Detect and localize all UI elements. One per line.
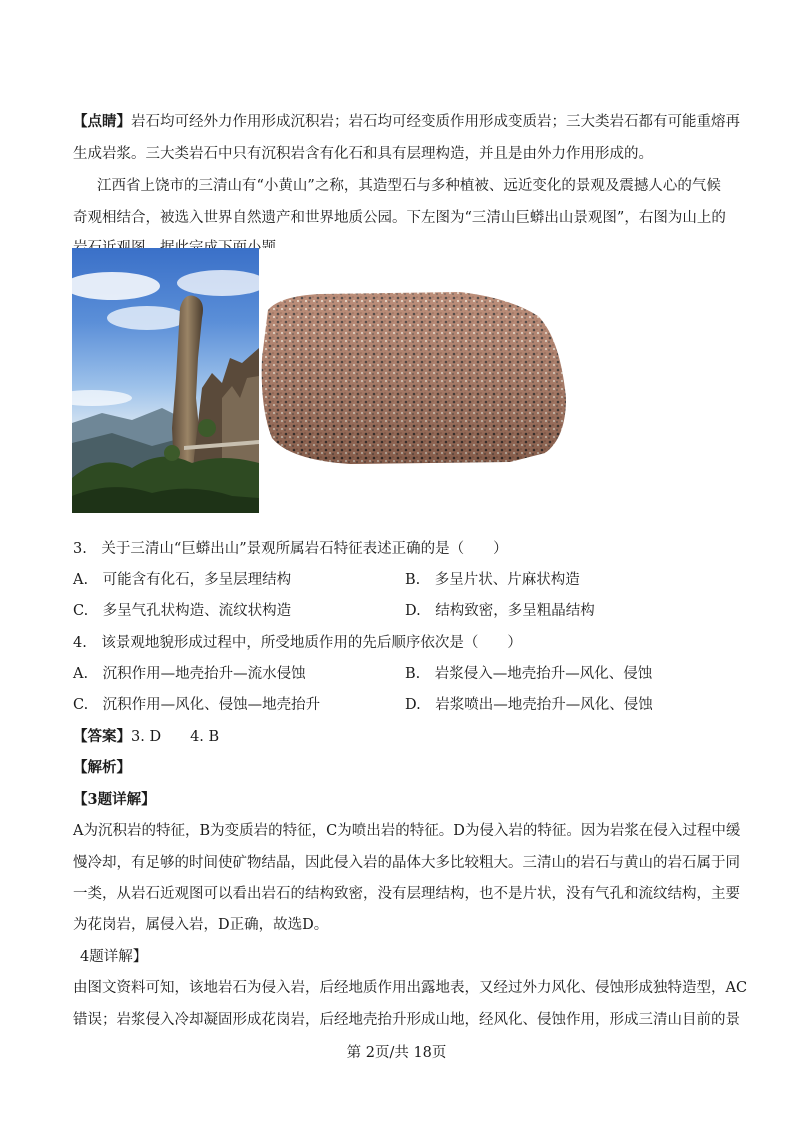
question-3-detail-line-3: 一类，从岩石近观图可以看出岩石的结构致密，没有层理结构，也不是片状，没有气孔和流纹结构，主要 <box>73 886 740 902</box>
tip-label: 【点睛】 <box>73 113 131 130</box>
question-3-detail-label: 【3题详解】 <box>73 791 156 808</box>
landscape-illustration <box>72 248 259 513</box>
question-4-option-a: A. 沉积作用—地壳抬升—流水侵蚀 <box>73 666 306 682</box>
page-number: 第 2页/共 18页 <box>346 1045 447 1061</box>
question-4-stem: 4. 该景观地貌形成过程中，所受地质作用的先后顺序依次是（ ） <box>73 635 522 651</box>
tip-text-2: 生成岩浆。三大类岩石中只有沉积岩含有化石和具有层理构造，并且是由外力作用形成的。 <box>73 146 653 162</box>
tip-text: 岩石均可经外力作用形成沉积岩；岩石均可经变质作用形成变质岩；三大类岩石都有可能重熔再 <box>131 114 740 130</box>
question-3-option-d: D. 结构致密，多呈粗晶结构 <box>405 603 595 619</box>
question-4-detail-label: 4题详解】 <box>80 949 148 965</box>
question-3-option-c: C. 多呈气孔状构造、流纹状构造 <box>73 603 292 619</box>
question-3-option-a: A. 可能含有化石，多呈层理结构 <box>73 572 292 588</box>
question-4-option-b: B. 岩浆侵入—地壳抬升—风化、侵蚀 <box>405 666 653 682</box>
question-4-detail-line-2: 错误；岩浆侵入冷却凝固形成花岗岩，后经地壳抬升形成山地，经风化、侵蚀作用，形成三清山目前的景 <box>73 1012 740 1028</box>
answer-label: 【答案】 <box>73 728 131 745</box>
question-3-option-b: B. 多呈片状、片麻状构造 <box>405 572 580 588</box>
question-3-detail-line-1: A为沉积岩的特征，B为变质岩的特征，C为喷出岩的特征。D为侵入岩的特征。因为岩浆在侵入过程中缓 <box>73 823 741 839</box>
intro-line-1: 江西省上饶市的三清山有“小黄山”之称，其造型石与多种植被、远近变化的景观及震撼人心的气候 <box>97 178 721 194</box>
question-3-detail-line-4: 为花岗岩，属侵入岩，D正确，故选D。 <box>73 917 329 933</box>
question-4-option-d: D. 岩浆喷出—地壳抬升—风化、侵蚀 <box>405 697 653 713</box>
question-4-option-c: C. 沉积作用—风化、侵蚀—地壳抬升 <box>73 697 321 713</box>
intro-line-2: 奇观相结合，被选入世界自然遗产和世界地质公园。下左图为“三清山巨蟒出山景观图”，右图为山上的 <box>73 210 726 226</box>
analysis-label: 【解析】 <box>73 759 131 776</box>
sanqingshan-landscape-photo <box>72 248 259 513</box>
question-4-detail-line-1: 由图文资料可知，该地岩石为侵入岩，后经地质作用出露地表，又经过外力风化、侵蚀形成独特造型，AC <box>73 980 748 996</box>
granite-rock-photo <box>260 248 570 513</box>
answer-line <box>73 727 219 747</box>
granite-illustration <box>260 248 570 513</box>
answer-text: 3. D 4. B <box>131 729 220 745</box>
question-3-stem: 3. 关于三清山“巨蟒出山”景观所属岩石特征表述正确的是（ ） <box>73 541 508 557</box>
question-3-detail-line-2: 慢冷却，有足够的时间使矿物结晶，因此侵入岩的晶体大多比较粗大。三清山的岩石与黄山的岩石属于同 <box>73 855 740 871</box>
